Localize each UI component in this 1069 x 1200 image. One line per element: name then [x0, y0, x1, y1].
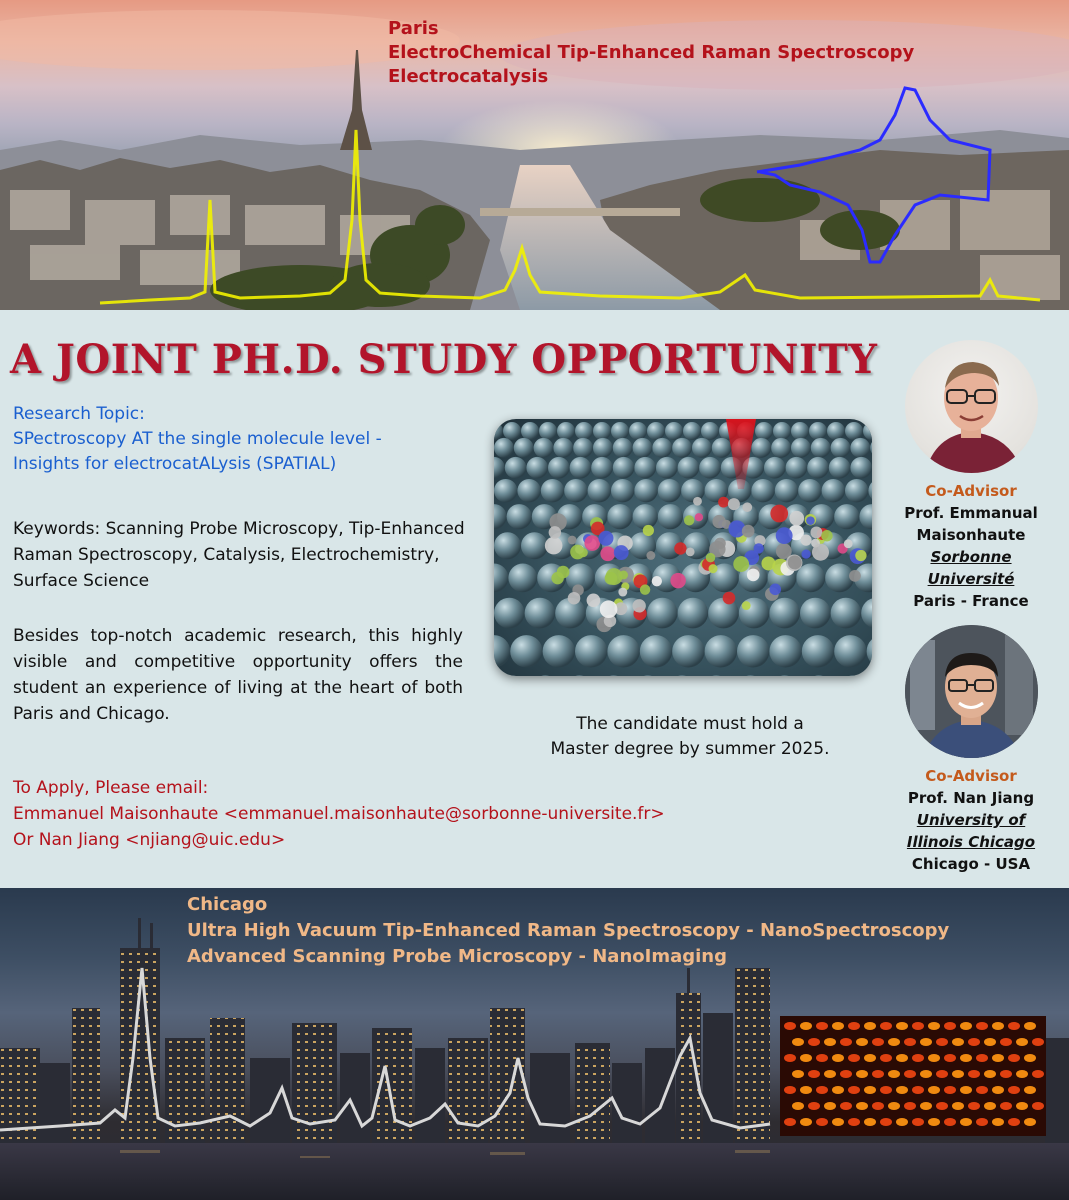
chicago-banner: [0, 888, 1069, 1200]
chicago-technique-label: Ultra High Vacuum Tip-Enhanced Raman Spectroscopy - NanoSpectroscopy: [187, 920, 950, 941]
advisor1-role: Co-Advisor: [925, 482, 1017, 500]
molecule-surface-image: [494, 419, 872, 676]
research-topic: [13, 402, 483, 477]
paris-banner: [0, 0, 1069, 310]
advisor-card-maisonhaute: [886, 480, 1056, 612]
advisor2-name-line1: Prof. Nan Jiang: [907, 789, 1035, 807]
advisor-photo-maisonhaute: [905, 340, 1038, 473]
chicago-banner-text: [187, 892, 949, 970]
contact-line-2: [13, 827, 813, 853]
contact2-close: >: [270, 830, 286, 850]
candidate-line2: Master degree by summer 2025.: [550, 739, 830, 759]
advisor1-institution-line2[interactable]: Université: [927, 570, 1015, 588]
candidate-line1: The candidate must hold a: [576, 714, 804, 734]
advisor2-institution-line1[interactable]: University of: [916, 811, 1026, 829]
chicago-city-label: Chicago: [187, 894, 268, 915]
advisor2-location: Chicago - USA: [911, 855, 1031, 873]
research-topic-label: Research Topic:: [13, 404, 145, 424]
apply-section: [13, 775, 813, 853]
page-title: A JOINT PH.D. STUDY OPPORTUNITY: [10, 336, 878, 383]
paris-field-label: Electrocatalysis: [388, 66, 549, 87]
contact2-name: Or Nan Jiang <: [13, 830, 140, 850]
chicago-imaging-label: Advanced Scanning Probe Microscopy - NanoImaging: [187, 946, 727, 967]
paris-banner-text: [388, 17, 914, 89]
paris-technique-label: ElectroChemical Tip-Enhanced Raman Spectroscopy: [388, 42, 915, 63]
contact1-name: Emmanuel Maisonhaute <: [13, 804, 238, 824]
contact-line-1: [13, 801, 813, 827]
contact1-close: >: [650, 804, 665, 824]
advisor1-name-line1: Prof. Emmanual: [904, 504, 1038, 522]
research-topic-line1: SPectroscopy AT the single molecule level -: [13, 429, 382, 449]
research-topic-line2: Insights for electrocatALysis (SPATIAL): [13, 454, 337, 474]
stm-nanoimage: [780, 1016, 1046, 1136]
description-text: Besides top-notch academic research, this highly visible and competitive opportunity offers the student an experience of living at the heart of both Paris and Chicago.: [13, 626, 463, 724]
keywords-text: Keywords: Scanning Probe Microscopy, Tip-Enhanced Raman Spectroscopy, Catalysis, Electrochemistry, Surface Science: [13, 519, 465, 591]
contact1-email-link[interactable]: emmanuel.maisonhaute@sorbonne-universite.fr: [238, 804, 651, 824]
advisor2-role: Co-Advisor: [925, 767, 1017, 785]
announcement-panel: [0, 310, 1069, 888]
candidate-requirement: [500, 712, 880, 762]
contact2-email-link[interactable]: njiang@uic.edu: [139, 830, 271, 850]
apply-heading: To Apply, Please email:: [13, 778, 209, 798]
advisor1-name-line2: Maisonhaute: [916, 526, 1026, 544]
advisor-card-jiang: [886, 765, 1056, 875]
advisor-photo-jiang: [905, 625, 1038, 758]
paris-city-label: Paris: [388, 18, 439, 39]
advisor2-institution-line2[interactable]: Illinois Chicago: [906, 833, 1036, 851]
molecule-illustration: [494, 419, 872, 676]
advisor1-institution-line1[interactable]: Sorbonne: [930, 548, 1012, 566]
advisor1-location: Paris - France: [913, 592, 1029, 610]
